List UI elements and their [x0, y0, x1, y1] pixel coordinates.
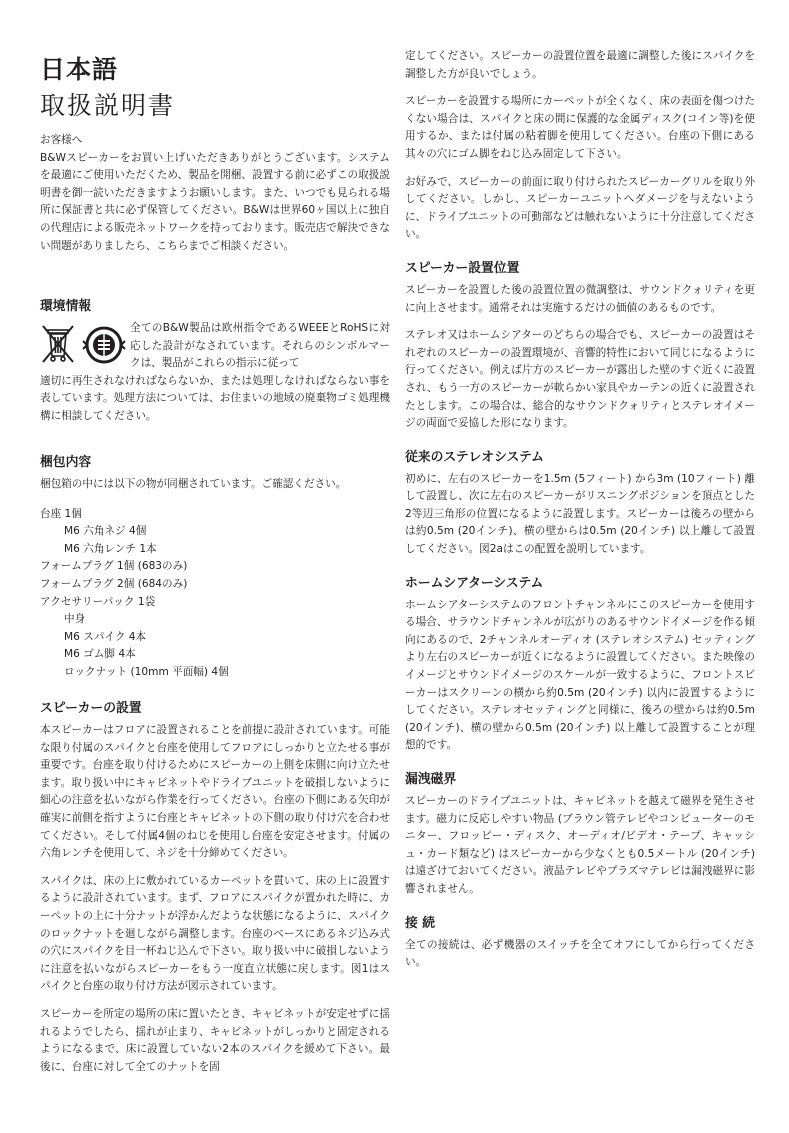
- stereo-paragraph: 初めに、左右のスピーカーを1.5m (5フィート) から3m (10フィート) 離して設置し、次に左右のスピーカーがリスニングポジションを頂点とした2等辺三角形の位置になるように設置します。スピーカーは後ろの壁からは約0.5m (20インチ)、横の壁からは0.5m (20インチ) 以上離して設置してください。図2aはこの配置を説明しています。: [405, 472, 755, 556]
- installation-paragraph-5: お好みで、スピーカーの前面に取り付けられたスピーカーグリルを取り外してください。しかし、スピーカーユニットへダメージを与えないように、ドライブユニットの可動部などは触れないように十分注意してください。: [405, 175, 755, 241]
- page-title: 日本語: [40, 55, 119, 84]
- rohs-recycle-icon: [83, 328, 125, 362]
- packing-item: フォームプラグ 2個 (684のみ): [40, 577, 188, 590]
- positioning-heading: スピーカー設置位置: [405, 260, 520, 276]
- stereo-heading: 従来のステレオシステム: [405, 449, 544, 465]
- right-column: [405, 48, 755, 982]
- environment-paragraph-first: 全てのB&W製品は欧州指令であるWEEEとRoHSに対応した設計がなされています。それらのシンボルマークは、製品がこれらの指示に従って: [130, 322, 390, 370]
- installation-section: [40, 700, 390, 1076]
- page-subtitle: 取扱説明書: [40, 91, 176, 120]
- packing-section: [40, 454, 390, 682]
- packing-item: M6 六角ネジ 4個: [64, 525, 147, 538]
- packing-item: M6 スパイク 4本: [64, 630, 147, 643]
- positioning-paragraph-2: ステレオ又はホームシアターのどちらの場合でも、スピーカーの設置はそれぞれのスピーカーの設置環境が、音響的特性において同じになるように行ってください。例えば片方のスピーカーが露出した壁のすぐ近くに設置され、もう一方のスピーカーが軟らかい家具やカーテンの近くに設置されたとします。この場合は、総合的なサウンドクォリティとステレオイメージの両面で妥協した形になります。: [405, 329, 755, 430]
- installation-paragraph-2: スパイクは、床の上に敷かれているカーペットを貫いて、床の上に設置するように設計されています。まず、フロアにスパイクが置かれた時に、カーペットの上に十分ナットが浮かんだような状態になるように、スパイクのロックナットを廻しながら調整します。台座のベースにあるネジ込み式の穴にスパイクを目一杯ねじ込んで下さい。取り扱い中に破損しないように注意を払いながらスピーカーをもう一度直立状態に戻します。図1はスパイクと台座の取り付け方法が図示されています。: [40, 874, 390, 993]
- positioning-paragraph-1: スピーカーを設置した後の設置位置の微調整は、サウンドクォリティを更に向上させます。通常それは実施するだけの価値のあるものです。: [405, 283, 755, 314]
- packing-item: M6 ゴム脚 4本: [64, 648, 136, 661]
- weee-rohs-icons: [40, 324, 128, 366]
- installation-paragraph-3: スピーカーを所定の場所の床に置いたとき、キャビネットが安定せずに揺れるようでしたら、揺れが止まり、キャビネットがしっかりと固定されるようになるまで、床に設置していない2本のスパイクを緩めて下さい。最後に、台座に対して全てのナットを固: [40, 1007, 390, 1073]
- environment-heading: 環境情報: [40, 299, 92, 314]
- installation-paragraph-3-cont: 定してください。スピーカーの設置位置を最適に調整した後にスパイクを調整した方が良いでしょう。: [405, 50, 755, 80]
- installation-heading: スピーカーの設置: [40, 701, 142, 716]
- connection-paragraph: 全ての接続は、必ず機器のスイッチを全てオフにしてから行ってください。: [405, 938, 755, 969]
- environment-paragraph-rest: 適切に再生されなければならないか、または処理しなければならない事を表しています。処理方法については、お住まいの地域の廃棄物ゴミ処理機構に相談してください。: [40, 374, 390, 422]
- magnetic-paragraph: スピーカーのドライブユニットは、キャビネットを越えて磁界を発生させます。磁力に反応しやすい物品 (ブラウン管テレビやコンピューターのモニター、フロッピー・ディスク、オーディオ/ビデオ・テープ、キャッシュ・カード類など) はスピーカーから少なくとも0.5メートル (20インチ) は遠ざけておいてください。液晶テレビやプラズマテレビは漏洩磁界に影響されません。: [405, 795, 755, 895]
- environment-body: [40, 320, 390, 426]
- packing-intro: 梱包箱の中には以下の物が同梱されています。ご確認ください。: [40, 478, 347, 490]
- greeting: お客様へ: [40, 134, 83, 146]
- packing-item: フォームプラグ 1個 (683のみ): [40, 560, 188, 573]
- environment-icons: [40, 324, 128, 366]
- packing-list: [40, 506, 390, 682]
- magnetic-heading: 漏洩磁界: [405, 772, 457, 787]
- intro-paragraph: B&Wスピーカーをお買い上げいただきありがとうございます。システムを最適にご使用いただくため、製品を開梱、設置する前に必ずこの取扱説明書を御一読いただきますようお願いします。また、いつでも見られる場所に保証書と共に必ず保管してください。B&Wは世界60ヶ国以上に独自の代理店による販売ネットワークを持っております。販売店で解決できない問題がありましたら、こちらまでご相談ください。: [40, 151, 390, 252]
- packing-item: 台座 1個: [40, 507, 82, 520]
- packing-heading: 梱包内容: [40, 455, 92, 470]
- packing-item: ロックナット (10mm 平面幅) 4個: [64, 665, 229, 678]
- hometheater-heading: ホームシアターシステム: [405, 575, 544, 591]
- hometheater-paragraph: ホームシアターシステムのフロントチャンネルにこのスピーカーを使用する場合、サラウンドチャンネルが広がりのあるサウンドイメージを作る傾向にあるので、2チャンネルオーディオ (ステレオシステム) セッティングより左右のスピーカーが近くになるように設置してください。また映像のイメージとサウンドイメージのスケールが一致するように、フロントスピーカーはスクリーンの横から約0.5m (20インチ) 以内に設置するようにしてください。ステレオセッティングと同様に、後ろの壁からは約0.5m (20インチ)、横の壁から0.5m (20インチ) 以上離して設置することが理想的です。: [405, 598, 755, 752]
- packing-item: M6 六角レンチ 1本: [64, 542, 157, 555]
- packing-item: 中身: [64, 613, 86, 626]
- weee-crossed-bin-icon: [43, 326, 73, 362]
- packing-item: アクセサリーパック 1袋: [40, 595, 156, 608]
- intro-section: [40, 132, 390, 265]
- installation-paragraph-4: スピーカーを設置する場所にカーペットが全くなく、床の表面を傷つけたくない場合は、スパイクと床の間に保護的な金属ディスク(コイン等)を使用するか、または付属の粘着脚を使用してください。台座の下側にある其々の穴にゴム脚をねじ込み固定して下さい。: [405, 95, 755, 160]
- connection-heading: 接 続: [405, 915, 436, 931]
- installation-paragraph-1: 本スピーカーはフロアに設置されることを前提に設計されています。可能な限り付属のスパイクと台座を使用してフロアにしっかりと立たせる事が重要です。台座を取り付けるためにスピーカーの上側を床側に向け立たせます。取り扱い中にキャビネットやドライブユニットを破損しないように細心の注意を払いながら作業を行ってください。台座の下側にある矢印が確実に前側を指すように台座とキャビネットの下側の取り付け穴を合わせてください。そして付属4個のねじを使用し台座を安定させます。付属の六角レンチを使用して、ネジを十分締めてください。: [40, 724, 390, 860]
- environment-section: [40, 298, 390, 436]
